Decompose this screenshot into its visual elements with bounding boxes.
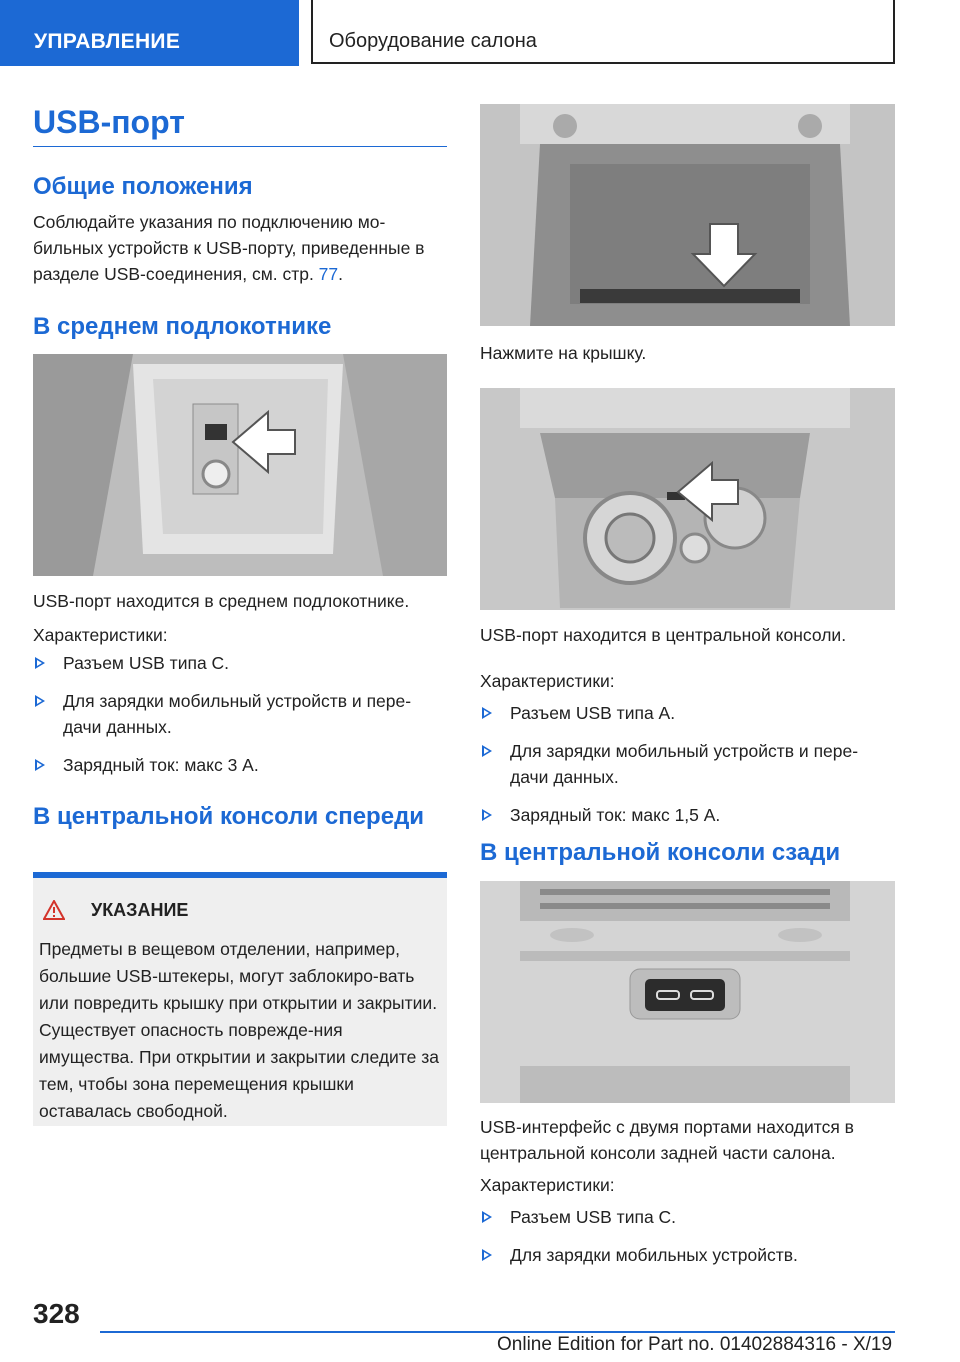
warning-box	[33, 872, 447, 1126]
warning-title: УКАЗАНИЕ	[91, 900, 189, 920]
triangle-bullet-icon	[482, 745, 492, 757]
rear-features-label: Характеристики:	[480, 1175, 615, 1195]
page-number: 328	[33, 1298, 80, 1329]
chapter-title: УПРАВЛЕНИЕ	[34, 30, 181, 53]
title-divider	[33, 146, 447, 147]
press-caption: Нажмите на крышку.	[480, 343, 647, 363]
section-header	[311, 0, 895, 64]
armrest-photo	[33, 354, 447, 576]
page-title: USB-порт	[33, 104, 185, 140]
warning-icon	[43, 900, 65, 920]
console-features-list	[480, 700, 895, 840]
general-paragraph	[33, 209, 447, 287]
chapter-tab	[0, 0, 299, 66]
heading-general: Общие положения	[33, 173, 253, 200]
list-item: Зарядный ток: макс 1,5 А.	[480, 802, 895, 828]
footer-edition: Online Edition for Part no. 01402884316 - X/19	[497, 1334, 893, 1355]
section-title: Оборудование салона	[329, 30, 537, 52]
general-text: Соблюдайте указания по подключению мо-бильных устройств к USB-порту, приведенные в разделе USB-соединения, см. стр.	[33, 212, 425, 284]
heading-front-console: В центральной консоли спереди	[33, 803, 425, 830]
console-open-photo	[480, 388, 895, 610]
triangle-bullet-icon	[482, 1249, 492, 1261]
triangle-bullet-icon	[35, 759, 45, 771]
rear-features-list	[480, 1204, 895, 1280]
console-caption: USB-порт находится в центральной консоли.	[480, 625, 847, 645]
armrest-caption: USB-порт находится в среднем подлокотнике.	[33, 591, 410, 611]
list-item: Разъем USB типа С.	[480, 1204, 895, 1230]
warning-text: Предметы в вещевом отделении, например, большие USB-штекеры, могут заблокиро-вать или повредить крышку при открытии и закрытии. Существует опасность поврежде-ния имущества. При открытии и закрытии следите за тем, чтобы зона перемещения крышки оставалась свободной.	[39, 939, 439, 1121]
page-link[interactable]: 77	[318, 264, 339, 284]
rear-caption: USB-интерфейс с двумя портами находится в центральной консоли задней части салона.	[480, 1117, 854, 1163]
heading-rear-console: В центральной консоли сзади	[480, 839, 841, 866]
footer-divider	[100, 1331, 895, 1333]
list-item: Разъем USB типа А.	[480, 700, 895, 726]
console-features-label: Характеристики:	[480, 671, 615, 691]
list-item: Зарядный ток: макс 3 А.	[33, 752, 447, 778]
general-text-end: .	[338, 264, 344, 284]
heading-armrest: В среднем подлокотнике	[33, 313, 332, 340]
triangle-bullet-icon	[482, 1211, 492, 1223]
armrest-features-list	[33, 650, 447, 790]
console-cover-photo	[480, 104, 895, 326]
list-item: Для зарядки мобильных устройств.	[480, 1242, 895, 1268]
triangle-bullet-icon	[35, 695, 45, 707]
triangle-bullet-icon	[482, 707, 492, 719]
triangle-bullet-icon	[482, 809, 492, 821]
rear-console-photo	[480, 881, 895, 1103]
list-item: Для зарядки мобильный устройств и пере-дачи данных.	[33, 688, 447, 740]
list-item: Для зарядки мобильный устройств и пере-дачи данных.	[480, 738, 895, 790]
list-item: Разъем USB типа С.	[33, 650, 447, 676]
armrest-features-label: Характеристики:	[33, 625, 168, 645]
triangle-bullet-icon	[35, 657, 45, 669]
